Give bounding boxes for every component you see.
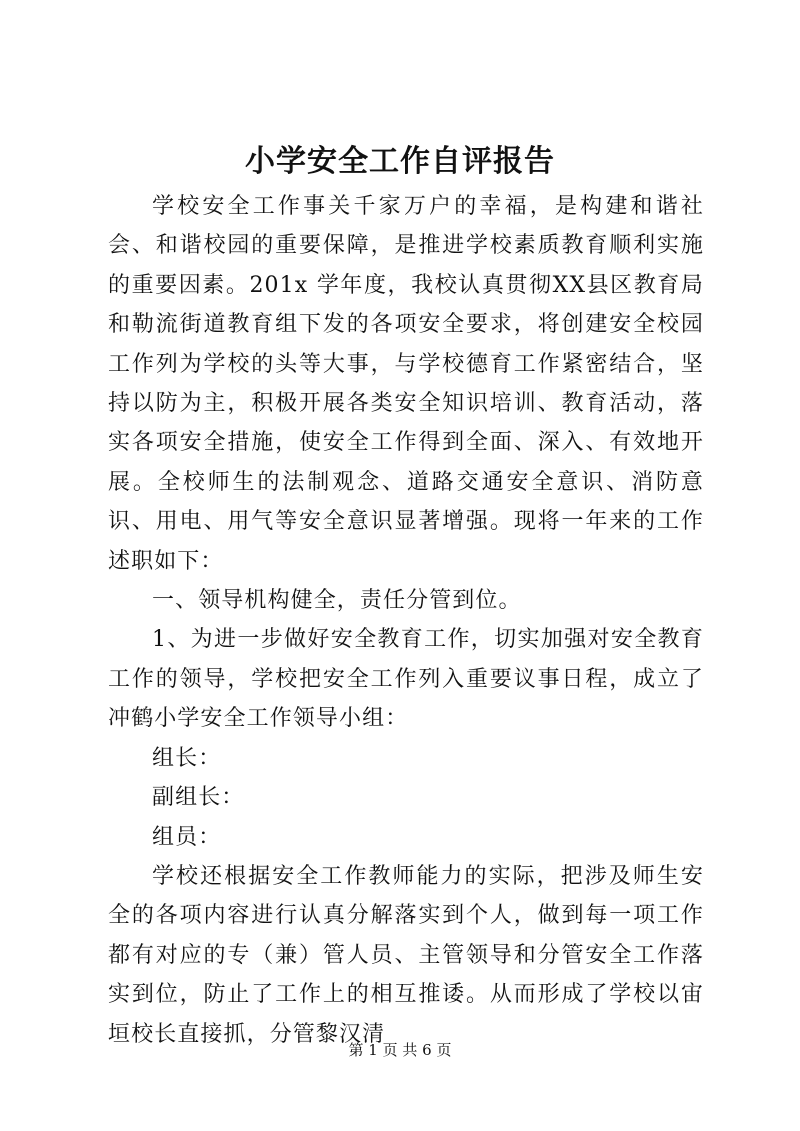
intro-paragraph: 学校安全工作事关千家万户的幸福，是构建和谐社会、和谐校园的重要保障，是推进学校素质教育顺利实施的重要因素。201x 学年度，我校认真贯彻XX县区教育局和勒流街道教育组下发的各项安全要求，将创建安全校园工作列为学校的头等大事，与学校德育工作紧密结合，坚持以防为主，积极开展各类安全知识培训、教育活动，落实各项安全措施，使安全工作得到全面、深入、有效地开展。全校师生的法制观念、道路交通安全意识、消防意识、用电、用气等安全意识显著增强。现将一年来的工作述职如下： xyxy=(108,194,704,574)
document-body xyxy=(108,187,704,1054)
item-1-paragraph: 1、为进一步做好安全教育工作，切实加强对安全教育工作的领导，学校把安全工作列入重要议事日程，成立了冲鹤小学安全工作领导小组： xyxy=(108,627,704,732)
section-heading-1: 一、领导机构健全，责任分管到位。 xyxy=(152,588,522,614)
leader-label: 组长： xyxy=(152,745,222,771)
deputy-leader-label: 副组长： xyxy=(152,785,245,811)
page-number: 第 1 页 共 6 页 xyxy=(348,1041,452,1059)
document-title: 小学安全工作自评报告 xyxy=(245,144,555,179)
responsibility-paragraph: 学校还根据安全工作教师能力的实际，把涉及师生安全的各项内容进行认真分解落实到个人，做到每一项工作都有对应的专（兼）管人员、主管领导和分管安全工作落实到位，防止了工作上的相互推诿。从而形成了学校以宙垣校长直接抓，分管黎汉清 xyxy=(108,863,704,1047)
members-label: 组员： xyxy=(152,824,222,850)
